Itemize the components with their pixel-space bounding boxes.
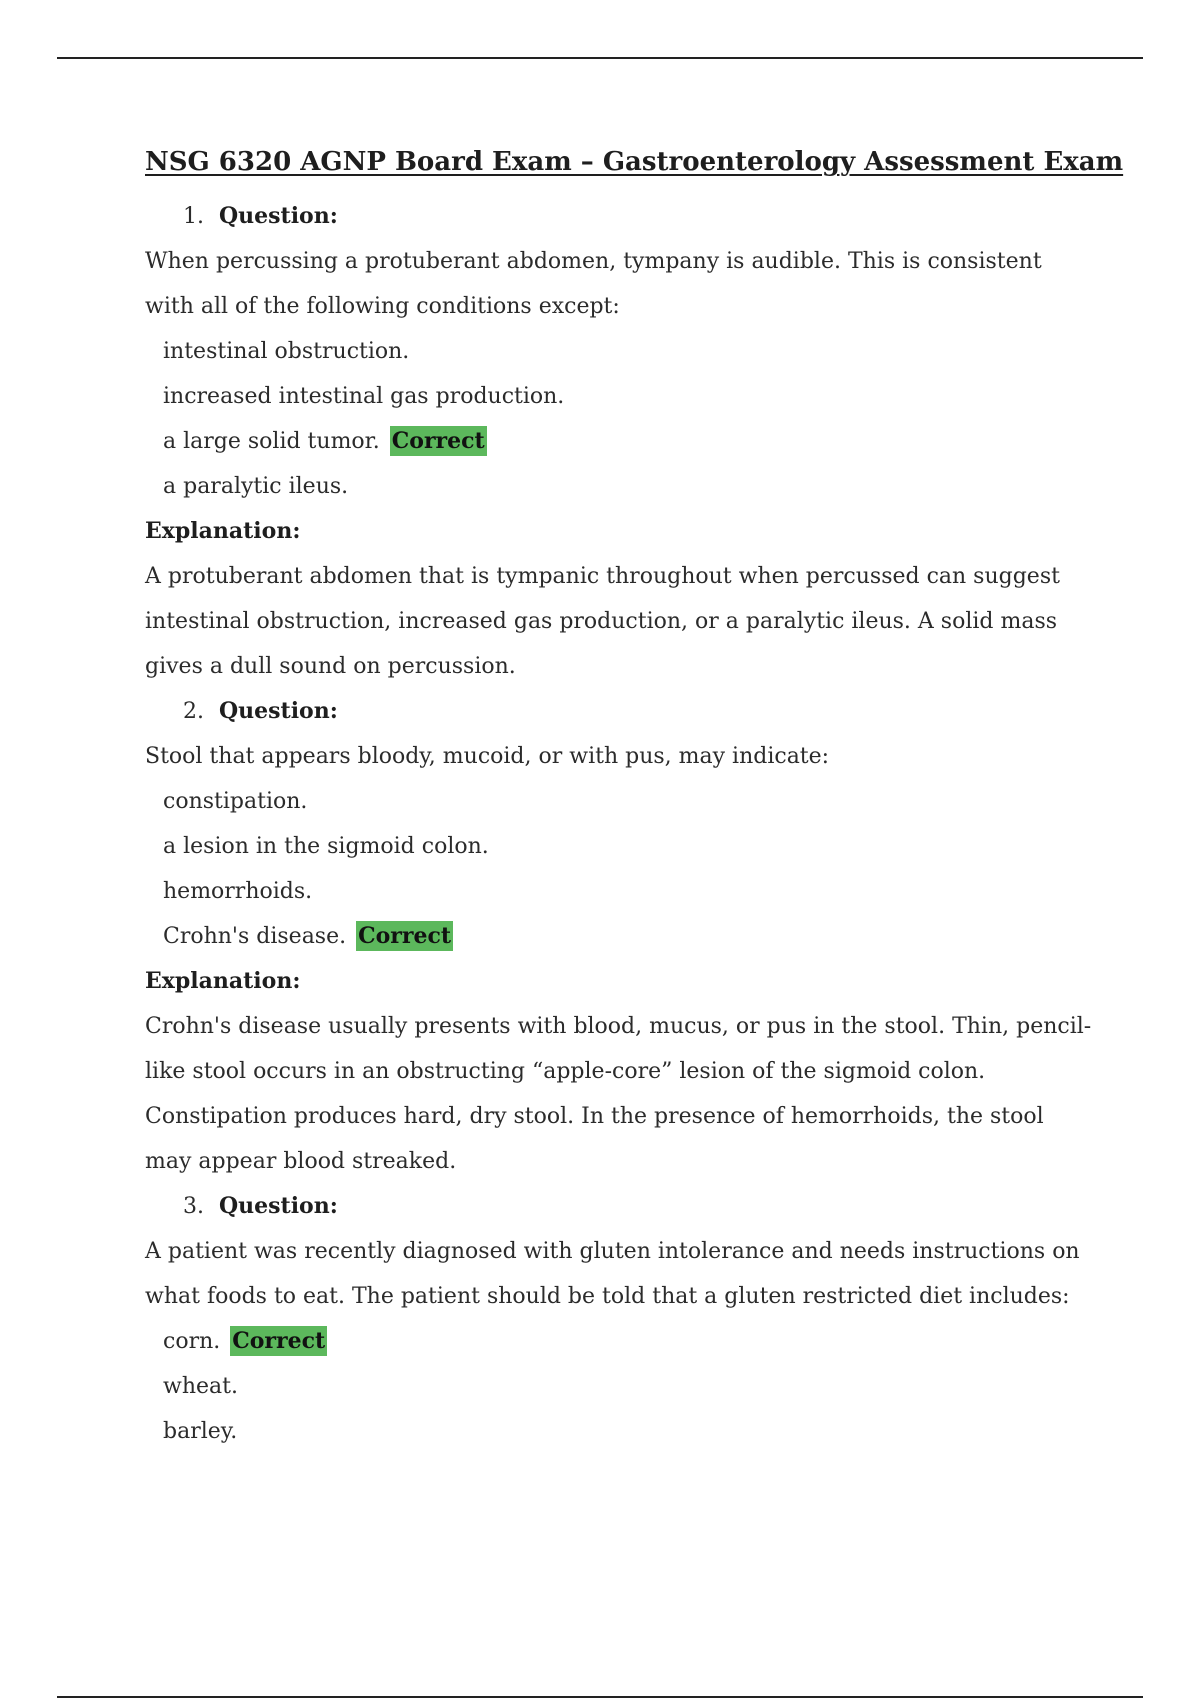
answer-text: increased intestinal gas production. <box>163 384 565 409</box>
question-text: When percussing a protuberant abdomen, tympany is audible. This is consistent with all of the following conditions except: <box>145 249 1042 319</box>
answer-text: a lesion in the sigmoid colon. <box>163 834 489 859</box>
answer-option <box>145 914 1095 959</box>
answer-option <box>145 1409 1095 1454</box>
question-text: Stool that appears bloody, mucoid, or with pus, may indicate: <box>145 744 830 769</box>
document-body <box>145 140 1124 1454</box>
correct-badge: Correct <box>232 1328 326 1354</box>
answer-option <box>145 1319 1095 1364</box>
answer-text: wheat. <box>163 1374 238 1399</box>
answer-text: intestinal obstruction. <box>163 339 410 364</box>
question-number: 1. <box>183 204 204 229</box>
answer-option <box>145 779 1095 824</box>
question-text: A patient was recently diagnosed with gluten intolerance and needs instructions on what foods to eat. The patient should be told that a gluten restricted diet includes: <box>145 1239 1080 1309</box>
question-label: Question: <box>219 1193 338 1219</box>
answer-option <box>145 464 1095 509</box>
answer-text: corn. <box>163 1329 221 1354</box>
answer-option <box>145 374 1095 419</box>
answer-list <box>145 1319 1095 1454</box>
answer-option <box>145 1364 1095 1409</box>
question-block <box>145 1184 1095 1454</box>
explanation-text: Crohn's disease usually presents with blood, mucus, or pus in the stool. Thin, pencil-like stool occurs in an obstructing “apple-core” lesion of the sigmoid colon. Constipation produces hard, dry stool. In the presence of hemorrhoids, the stool may appear blood streaked. <box>145 1014 1092 1174</box>
explanation-text: A protuberant abdomen that is tympanic throughout when percussed can suggest intestinal obstruction, increased gas production, or a paralytic ileus. A solid mass gives a dull sound on percussion. <box>145 564 1060 679</box>
question-number: 2. <box>183 699 204 724</box>
answer-option <box>145 329 1095 374</box>
explanation-label: Explanation: <box>145 518 301 544</box>
answer-text: a large solid tumor. <box>163 429 380 454</box>
question-block <box>145 194 1095 689</box>
question-heading <box>145 689 1095 734</box>
question-label: Question: <box>219 203 338 229</box>
document-title: NSG 6320 AGNP Board Exam – Gastroenterology Assessment Exam <box>145 147 1124 177</box>
answer-option <box>145 824 1095 869</box>
question-label: Question: <box>219 698 338 724</box>
answer-list <box>145 779 1095 959</box>
answer-option <box>145 419 1095 464</box>
question-number: 3. <box>183 1194 204 1219</box>
answer-text: Crohn's disease. <box>163 924 347 949</box>
question-heading <box>145 194 1095 239</box>
answer-text: constipation. <box>163 789 308 814</box>
answer-option <box>145 869 1095 914</box>
question-heading <box>145 1184 1095 1229</box>
question-block <box>145 689 1095 1184</box>
correct-badge: Correct <box>391 428 485 454</box>
top-rule <box>57 57 1143 59</box>
answer-list <box>145 329 1095 509</box>
answer-text: barley. <box>163 1419 238 1444</box>
answer-text: hemorrhoids. <box>163 879 313 904</box>
correct-badge: Correct <box>358 923 452 949</box>
bottom-rule <box>57 1696 1143 1698</box>
explanation-label: Explanation: <box>145 968 301 994</box>
answer-text: a paralytic ileus. <box>163 474 349 499</box>
